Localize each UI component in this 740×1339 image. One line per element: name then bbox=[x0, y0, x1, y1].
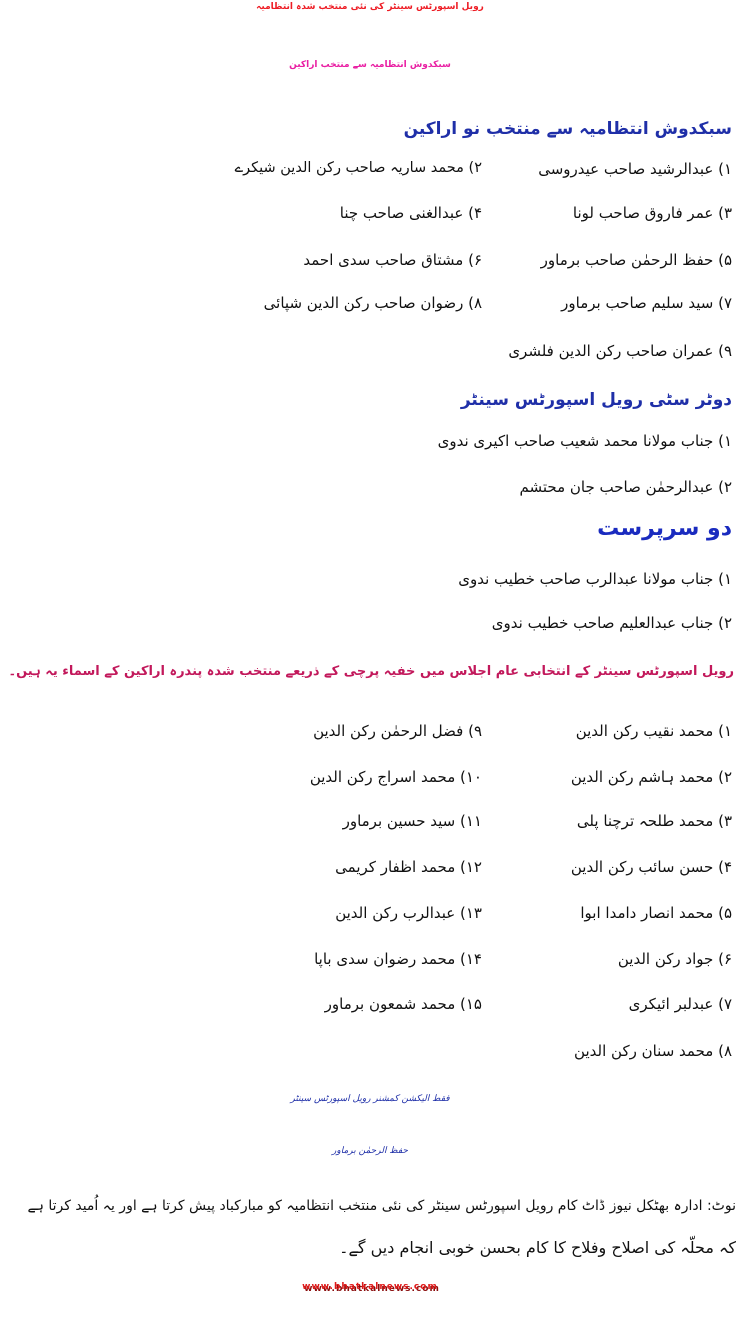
list-item: ۶) جواد رکن الدین bbox=[617, 950, 732, 968]
list-item: ۱) جناب مولانا محمد شعیب صاحب اکیری ندوی bbox=[437, 432, 732, 450]
list-item: ۱۵) محمد شمعون برماور bbox=[324, 995, 482, 1013]
list-item: ۱) محمد نقیب رکن الدین bbox=[575, 722, 732, 740]
list-item: ۵) محمد انصار دامدا ابوا bbox=[580, 904, 732, 922]
list-item: ۱) جناب مولانا عبدالرب صاحب خطیب ندوی bbox=[458, 570, 732, 588]
list-item: ۸) رضوان صاحب رکن الدین شپائی bbox=[263, 294, 482, 312]
list-item: ۲) جناب عبدالعلیم صاحب خطیب ندوی bbox=[491, 614, 732, 632]
list-item: ۵) حفظ الرحمٰن صاحب برماور bbox=[540, 251, 732, 269]
website-url[interactable]: www.bhatkalnews.com bbox=[302, 1282, 438, 1292]
list-item: ۲) محمد ہاشم رکن الدین bbox=[570, 768, 732, 786]
note-line-1: نوٹ: ادارہ بھٹکل نیوز ڈاٹ کام رویل اسپورٹس سینٹر کی نئی منتخب انتظامیہ کو مبارکباد پیش کرتا ہے اور یہ اُمید کرتا ہے bbox=[27, 1198, 736, 1214]
list-item: ۸) محمد سنان رکن الدین bbox=[574, 1042, 732, 1060]
retired-heading: سبکدوش انتظامیہ سے منتخب نو اراکین bbox=[403, 119, 732, 139]
list-item: ۷) عبدلبر ائیکری bbox=[628, 995, 732, 1013]
list-item: ۱۴) محمد رضوان سدی باپا bbox=[314, 950, 482, 968]
list-item: ۳) محمد طلحہ ترچنا پلی bbox=[576, 812, 732, 830]
list-item: ۹) فضل الرحمٰن رکن الدین bbox=[313, 722, 482, 740]
list-item: ۲) محمد ساریہ صاحب رکن الدین شیکرے bbox=[234, 160, 482, 176]
list-item: ۱۳) عبدالرب رکن الدین bbox=[335, 904, 482, 922]
elected-heading: رویل اسپورٹس سینٹر کے انتخابی عام اجلاس میں خفیہ پرچی کے ذریعے منتخب شدہ پندرہ اراکین کے اسماء یہ ہیں۔ bbox=[8, 664, 734, 679]
list-item: ۱) عبدالرشید صاحب عیدروسی bbox=[538, 160, 732, 178]
list-item: ۱۰) محمد اسراج رکن الدین bbox=[309, 768, 482, 786]
list-item: ۱۲) محمد اظفار کریمی bbox=[335, 858, 482, 876]
note-line-2: کہ محلّہ کی اصلاح وفلاح کا کام بحسن خوبی انجام دیں گے۔ bbox=[339, 1238, 736, 1257]
page-title: رویل اسپورٹس سینٹر کی نئی منتخب شدہ انتظامیہ bbox=[256, 2, 484, 12]
signature-title: فقط الیکشن کمشنر رویل اسپورٹس سینٹر bbox=[290, 1094, 450, 1104]
list-item: ۴) حسن سائب رکن الدین bbox=[570, 858, 732, 876]
signature-name: حفظ الرحمٰن برماور bbox=[332, 1146, 408, 1156]
list-item: ۴) عبدالغنی صاحب چنا bbox=[339, 204, 482, 222]
list-item: ۱۱) سید حسین برماور bbox=[342, 812, 482, 830]
list-item: ۷) سید سلیم صاحب برماور bbox=[561, 294, 732, 312]
list-item: ۳) عمر فاروق صاحب لونا bbox=[572, 204, 732, 222]
patrons-heading: دو سرپرست bbox=[597, 516, 732, 541]
list-item: ۶) مشتاق صاحب سدی احمد bbox=[303, 251, 482, 269]
page-subtitle: سبکدوش انتظامیہ سے منتخب اراکین bbox=[289, 60, 451, 70]
list-item: ۹) عمران صاحب رکن الدین فلشری bbox=[508, 342, 732, 360]
list-item: ۲) عبدالرحمٰن صاحب جان محتشم bbox=[519, 478, 732, 496]
ward-heading: دوٹر سٹی رویل اسپورٹس سینٹر bbox=[460, 390, 732, 410]
